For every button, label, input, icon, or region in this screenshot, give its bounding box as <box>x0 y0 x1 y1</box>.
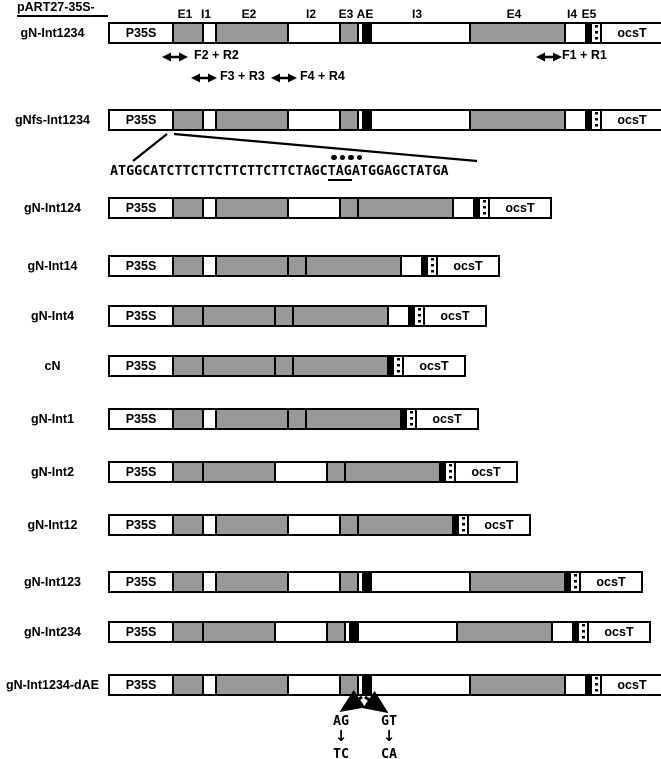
segment-P35S: P35S <box>110 463 172 481</box>
segment-I1 <box>202 516 215 534</box>
segment-P35S: P35S <box>110 199 172 217</box>
segment-E2 <box>215 573 287 591</box>
segment-E1 <box>172 111 202 129</box>
stipple-pattern <box>595 25 598 41</box>
stipple-pattern <box>431 258 434 274</box>
segment-ocsT: ocsT <box>600 676 661 694</box>
vector-title: pART27-35S- <box>17 0 108 17</box>
mutation-right-from: GT <box>380 714 398 729</box>
segment-E2 <box>202 463 274 481</box>
stipple-pattern <box>582 624 585 640</box>
segment-dotted <box>590 111 600 129</box>
sequence-callout-line-left <box>133 134 167 161</box>
segment-ocsT: ocsT <box>454 463 516 481</box>
construct-bar-gNfs-Int1234 <box>108 109 661 131</box>
segment-I2 <box>287 516 339 534</box>
stipple-pattern <box>462 517 465 533</box>
stipple-pattern <box>418 308 421 324</box>
construct-bar-gN-Int14 <box>108 255 500 277</box>
splice-acceptor-arrow <box>347 697 362 707</box>
construct-bar-gN-Int4 <box>108 305 487 327</box>
segment-E4 <box>305 257 400 275</box>
header-label-I3: I3 <box>411 7 422 21</box>
stipple-pattern <box>449 464 452 480</box>
segment-dotted <box>478 199 488 217</box>
segment-E1 <box>172 410 202 428</box>
segment-I2 <box>274 463 326 481</box>
construct-label: gN-Int124 <box>24 201 81 215</box>
segment-E2 <box>215 111 287 129</box>
segment-E1 <box>172 623 202 641</box>
segment-dotted <box>426 257 436 275</box>
segment-E1 <box>172 357 202 375</box>
segment-AE <box>362 24 370 42</box>
segment-ocsT: ocsT <box>587 623 649 641</box>
construct-bar-gN-Int234 <box>108 621 651 643</box>
header-label-I4: I4 <box>566 7 577 21</box>
segment-I4 <box>400 257 421 275</box>
construct-label: gN-Int234 <box>24 625 81 639</box>
construct-label: gNfs-Int1234 <box>14 113 91 127</box>
construct-bar-gN-Int12 <box>108 514 531 536</box>
segment-dotted <box>413 307 423 325</box>
segment-E3 <box>339 199 357 217</box>
segment-I2 <box>287 111 339 129</box>
segment-E4 <box>357 516 452 534</box>
stipple-pattern <box>410 411 413 427</box>
stipple-pattern <box>595 677 598 693</box>
down-arrow-icon: ↓ <box>334 727 348 745</box>
construct-label: cN <box>44 359 61 373</box>
sequence-dot <box>357 155 363 161</box>
stipple-pattern <box>595 112 598 128</box>
double-arrow-icon <box>271 72 297 84</box>
header-label-I1: I1 <box>200 7 211 21</box>
segment-E1 <box>172 573 202 591</box>
segment-ocsT: ocsT <box>600 24 661 42</box>
segment-E2 <box>215 676 287 694</box>
segment-dotted <box>577 623 587 641</box>
splice-donor-arrow <box>365 697 381 708</box>
down-arrow-icon: ↓ <box>382 727 396 745</box>
double-arrow-icon <box>162 51 188 63</box>
header-label-E2: E2 <box>241 7 257 21</box>
sequence-dot <box>340 155 346 161</box>
sequence-dot <box>331 155 337 161</box>
construct-bar-gN-Int124 <box>108 197 552 219</box>
segment-E4 <box>292 357 387 375</box>
segment-I4 <box>452 199 473 217</box>
segment-E2 <box>215 516 287 534</box>
segment-dotted <box>590 24 600 42</box>
mutation-left-from: AG <box>332 714 350 729</box>
segment-I1 <box>202 676 215 694</box>
segment-dotted <box>569 573 579 591</box>
sequence-dot <box>348 155 354 161</box>
header-label-E1: E1 <box>177 7 193 21</box>
segment-E3 <box>287 257 305 275</box>
segment-E4 <box>469 573 564 591</box>
double-arrow-icon <box>191 72 217 84</box>
construct-label: gN-Int14 <box>27 259 78 273</box>
segment-I1 <box>202 111 215 129</box>
stipple-pattern <box>483 200 486 216</box>
segment-ocsT: ocsT <box>579 573 641 591</box>
segment-dotted <box>457 516 467 534</box>
construct-label: gN-Int123 <box>24 575 81 589</box>
segment-E2 <box>215 257 287 275</box>
construct-bar-gN-Int2 <box>108 461 518 483</box>
segment-E2 <box>202 357 274 375</box>
segment-E4 <box>469 676 564 694</box>
segment-E2 <box>202 623 274 641</box>
segment-P35S: P35S <box>110 357 172 375</box>
segment-E4 <box>292 307 387 325</box>
sequence-stop-codon: TAG <box>327 164 352 179</box>
segment-I2 <box>287 24 339 42</box>
primer-pair-label: F2 + R2 <box>194 48 239 62</box>
segment-I4 <box>551 623 572 641</box>
sequence-post: ATGGAGCTATGA <box>351 164 449 179</box>
segment-AE <box>362 573 370 591</box>
stipple-pattern <box>397 358 400 374</box>
segment-E3 <box>339 111 357 129</box>
segment-E4 <box>456 623 551 641</box>
segment-P35S: P35S <box>110 307 172 325</box>
segment-ocsT: ocsT <box>402 357 464 375</box>
segment-E4 <box>344 463 439 481</box>
segment-E4 <box>357 199 452 217</box>
segment-I4 <box>564 676 585 694</box>
segment-I2 <box>287 676 339 694</box>
header-label-E5: E5 <box>581 7 597 21</box>
segment-ocsT: ocsT <box>415 410 477 428</box>
segment-I1 <box>202 410 215 428</box>
segment-dotted <box>444 463 454 481</box>
construct-label: gN-Int2 <box>30 465 75 479</box>
construct-bar-gN-Int1234 <box>108 22 661 44</box>
segment-dotted <box>590 676 600 694</box>
segment-P35S: P35S <box>110 257 172 275</box>
segment-E2 <box>215 199 287 217</box>
segment-E3 <box>326 463 344 481</box>
segment-P35S: P35S <box>110 24 172 42</box>
segment-dotted <box>405 410 415 428</box>
segment-I1 <box>202 573 215 591</box>
segment-E3 <box>339 24 357 42</box>
construct-bar-gN-Int123 <box>108 571 643 593</box>
segment-AE <box>349 623 357 641</box>
segment-E4 <box>469 111 564 129</box>
primer-pair-label: F3 + R3 <box>220 69 265 83</box>
segment-E3 <box>274 307 292 325</box>
segment-E3 <box>274 357 292 375</box>
segment-I2 <box>287 573 339 591</box>
segment-P35S: P35S <box>110 573 172 591</box>
segment-I2 <box>287 199 339 217</box>
segment-I3b <box>357 623 456 641</box>
construct-label: gN-Int1234 <box>20 26 85 40</box>
segment-E3 <box>339 573 357 591</box>
segment-P35S: P35S <box>110 111 172 129</box>
segment-E4 <box>469 24 564 42</box>
frameshift-insert-sequence <box>110 164 449 179</box>
segment-ocsT: ocsT <box>423 307 485 325</box>
segment-I3b <box>370 573 469 591</box>
segment-AE <box>362 676 370 694</box>
construct-label: gN-Int1 <box>30 412 75 426</box>
sequence-callout-line-right <box>174 134 477 161</box>
segment-I4 <box>387 307 408 325</box>
segment-P35S: P35S <box>110 410 172 428</box>
header-label-E4: E4 <box>506 7 522 21</box>
primer-pair-label: F4 + R4 <box>300 69 345 83</box>
header-label-I2: I2 <box>305 7 316 21</box>
segment-P35S: P35S <box>110 676 172 694</box>
segment-ocsT: ocsT <box>600 111 661 129</box>
segment-ocsT: ocsT <box>436 257 498 275</box>
sequence-dots-marker <box>331 154 362 161</box>
segment-I3b <box>370 24 469 42</box>
segment-I1 <box>202 199 215 217</box>
construct-label: gN-Int1234-dAE <box>5 678 100 692</box>
segment-E1 <box>172 257 202 275</box>
segment-I3b <box>370 111 469 129</box>
stipple-pattern <box>574 574 577 590</box>
mutation-left-to: TC <box>332 747 350 759</box>
segment-E1 <box>172 24 202 42</box>
segment-dotted <box>392 357 402 375</box>
construct-label: gN-Int12 <box>27 518 78 532</box>
segment-P35S: P35S <box>110 623 172 641</box>
segment-E3 <box>326 623 344 641</box>
construct-bar-cN <box>108 355 466 377</box>
segment-I4 <box>564 111 585 129</box>
segment-E4 <box>305 410 400 428</box>
segment-E2 <box>215 410 287 428</box>
segment-AE <box>362 111 370 129</box>
segment-E1 <box>172 307 202 325</box>
primer-pair-label: F1 + R1 <box>562 48 607 62</box>
segment-E3 <box>287 410 305 428</box>
construct-label: gN-Int4 <box>30 309 75 323</box>
segment-P35S: P35S <box>110 516 172 534</box>
segment-E1 <box>172 676 202 694</box>
mutation-right-to: CA <box>380 747 398 759</box>
double-arrow-icon <box>536 51 562 63</box>
segment-I3b <box>370 676 469 694</box>
segment-E1 <box>172 463 202 481</box>
segment-I1 <box>202 257 215 275</box>
segment-ocsT: ocsT <box>488 199 550 217</box>
segment-E2 <box>215 24 287 42</box>
segment-I1 <box>202 24 215 42</box>
segment-ocsT: ocsT <box>467 516 529 534</box>
sequence-pre: ATGGCATCTTCTTCTTCTTCTTCTAGC <box>110 164 328 179</box>
segment-I4 <box>564 24 585 42</box>
segment-I2 <box>274 623 326 641</box>
segment-E1 <box>172 199 202 217</box>
header-label-AE: AE <box>356 7 374 21</box>
header-label-E3: E3 <box>338 7 354 21</box>
segment-E3 <box>339 516 357 534</box>
segment-E1 <box>172 516 202 534</box>
segment-E3 <box>339 676 357 694</box>
construct-bar-gN-Int1 <box>108 408 479 430</box>
construct-bar-gN-Int1234-dAE <box>108 674 661 696</box>
segment-E2 <box>202 307 274 325</box>
